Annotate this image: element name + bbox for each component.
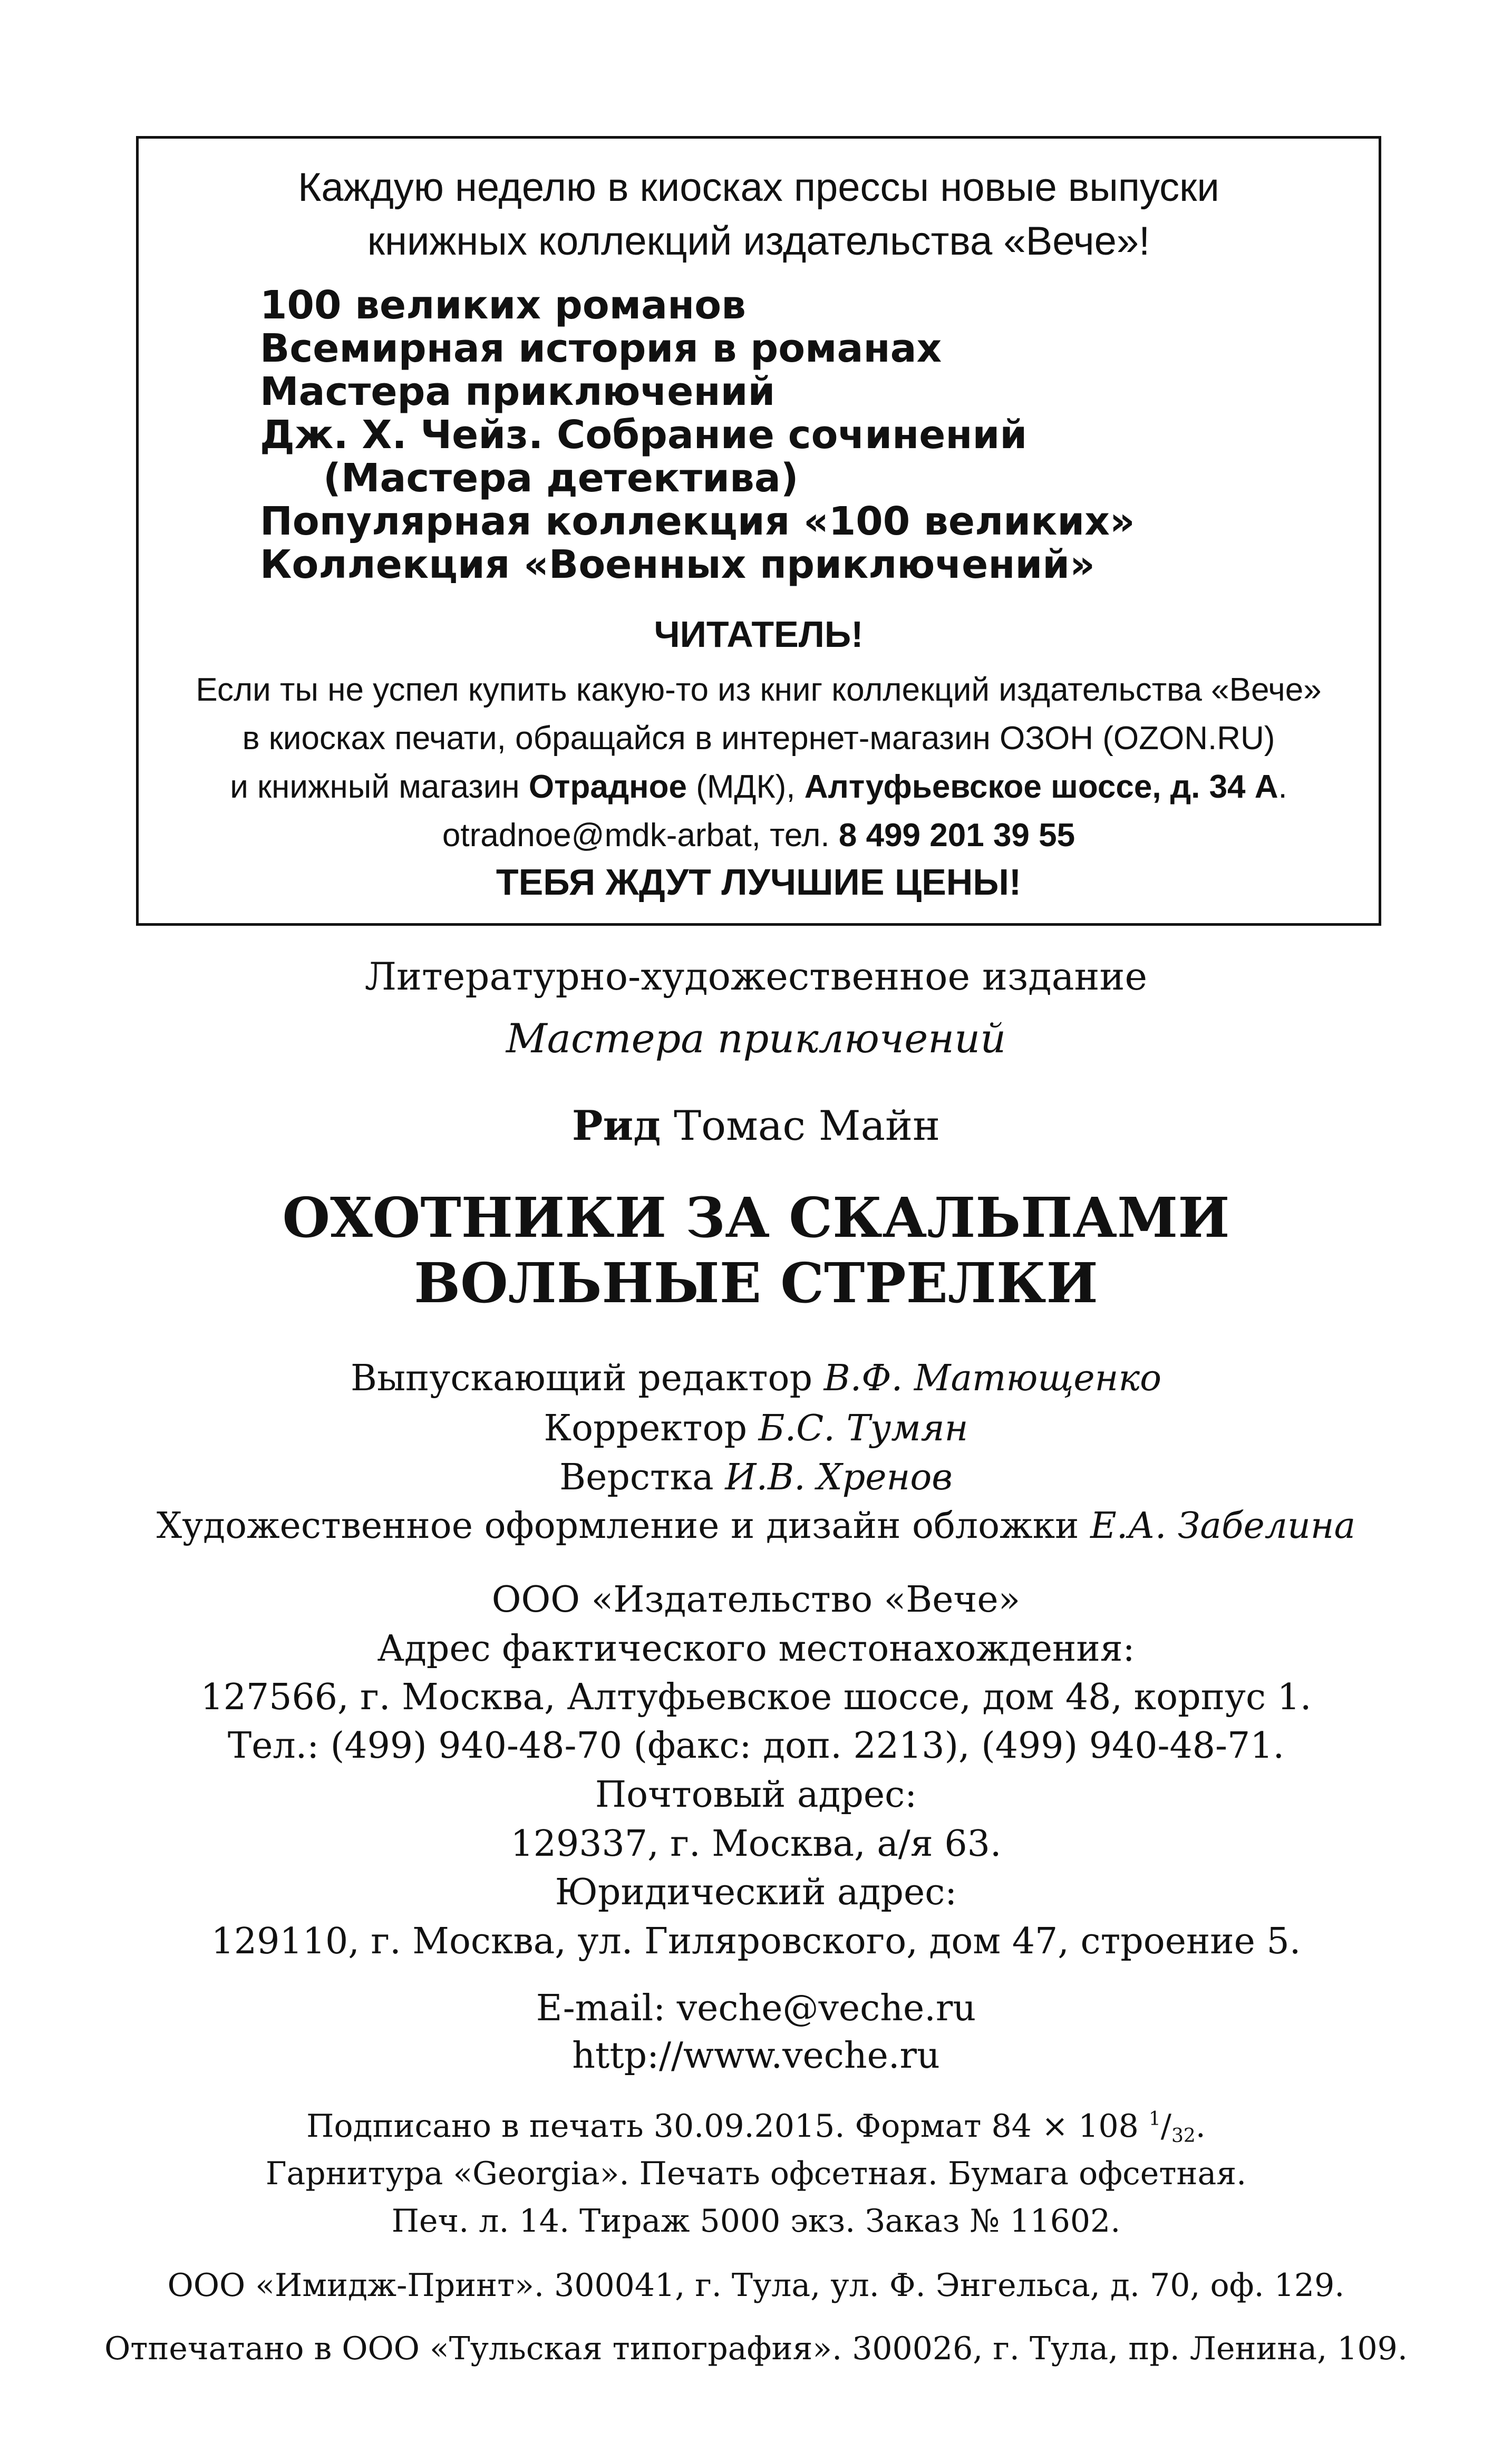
promo-headline-line2: книжных коллекций издательства «Вече»! [367,219,1150,264]
publisher-website: http://www.veche.ru [572,2035,940,2077]
credit-design [0,1505,1512,1547]
format-fraction-den: 32 [1171,2125,1196,2147]
publisher-email: E-mail: veche@veche.ru [536,1988,976,2029]
author-line [0,1102,1512,1150]
legal-address: 129110, г. Москва, ул. Гиляровского, дом 47, строение 5. [211,1921,1301,1962]
print-info-text: . [1195,2108,1206,2145]
printer-line2: Отпечатано в ООО «Тульская типография». 300026, г. Тула, пр. Ленина, 109. [104,2330,1408,2367]
series-name: Мастера приключений [506,1015,1006,1062]
credit-corrector [0,1408,1512,1449]
series-list [260,284,1135,586]
publisher-address-label: Адрес фактического местонахождения: [377,1628,1135,1670]
credit-name: И.В. Хренов [725,1457,953,1498]
credit-name: В.Ф. Матющенко [823,1358,1162,1399]
publisher-address: 127566, г. Москва, Алтуфьевское шоссе, дом 48, корпус 1. [200,1677,1312,1718]
credit-label: Корректор [544,1408,759,1449]
print-info-line2: Гарнитура «Georgia». Печать офсетная. Бумага офсетная. [265,2155,1247,2192]
format-fraction-num: 1 [1148,2108,1161,2130]
reader-line1: Если ты не успел купить какую-то из книг коллекций издательства «Вече» [196,672,1322,708]
shop-name: Отрадное [528,769,687,805]
series-item: 100 великих романов [260,283,746,328]
legal-address-label: Юридический адрес: [555,1872,957,1913]
credit-layout [0,1457,1512,1498]
promo-slogan: ТЕБЯ ЖДУТ ЛУЧШИЕ ЦЕНЫ! [496,861,1022,903]
print-info-text: Подписано в печать 30.09.2015. Формат 84 × 108 [306,2108,1149,2145]
credit-editor [0,1358,1512,1399]
series-item: Популярная коллекция «100 великих» [260,499,1135,544]
publisher-name: ООО «Издательство «Вече» [491,1579,1021,1621]
promo-box [136,136,1381,926]
credit-label: Выпускающий редактор [350,1358,824,1399]
genre-line: Литературно-художественное издание [364,954,1148,999]
author-first-name: Томас Майн [661,1102,941,1150]
shop-phone: 8 499 201 39 55 [838,817,1075,854]
series-item: Всемирная история в романах [260,326,942,371]
book-title-line2: ВОЛЬНЫЕ СТРЕЛКИ [414,1251,1098,1315]
credit-label: Верстка [559,1457,725,1498]
print-info-line1: Подписано в печать 30.09.2015. Формат 84 × 108 $^1/_{32}$. [306,2108,1206,2147]
reader-line3-text: (МДК), [686,769,805,805]
series-item: Мастера приключений [260,369,776,414]
credit-label: Художественное оформление и дизайн обложки [156,1505,1091,1547]
reader-text [139,666,1379,860]
postal-address: 129337, г. Москва, а/я 63. [510,1823,1002,1865]
series-item: (Мастера детектива) [323,456,799,501]
series-item: Коллекция «Военных приключений» [260,542,1095,587]
reader-line3-text: и книжный магазин [230,769,529,805]
credit-name: Б.С. Тумян [758,1408,968,1449]
reader-line3 [139,763,1379,811]
reader-line3-text: . [1278,769,1287,805]
printer-line1: ООО «Имидж-Принт». 300041, г. Тула, ул. Ф. Энгельса, д. 70, оф. 129. [167,2267,1345,2304]
postal-address-label: Почтовый адрес: [595,1774,917,1816]
publisher-phone: Тел.: (499) 940-48-70 (факс: доп. 2213), (499) 940-48-71. [227,1725,1285,1767]
reader-line2: в киосках печати, обращайся в интернет-магазин ОЗОН (OZON.RU) [242,720,1275,757]
reader-line4 [139,811,1379,860]
promo-headline-line1: Каждую неделю в киосках прессы новые выпуски [298,165,1219,210]
promo-headline [139,161,1379,268]
reader-title: ЧИТАТЕЛЬ! [654,614,864,655]
author-last-name: Рид [571,1102,661,1150]
credit-name: Е.А. Забелина [1090,1505,1356,1547]
series-item: Дж. Х. Чейз. Собрание сочинений [260,412,1028,458]
shop-address: Алтуфьевское шоссе, д. 34 А [804,769,1278,805]
print-info-line3: Печ. л. 14. Тираж 5000 экз. Заказ № 11602. [391,2203,1121,2240]
book-title-line1: ОХОТНИКИ ЗА СКАЛЬПАМИ [282,1185,1230,1250]
shop-email: otradnoe@mdk-arbat, тел. [442,817,839,854]
